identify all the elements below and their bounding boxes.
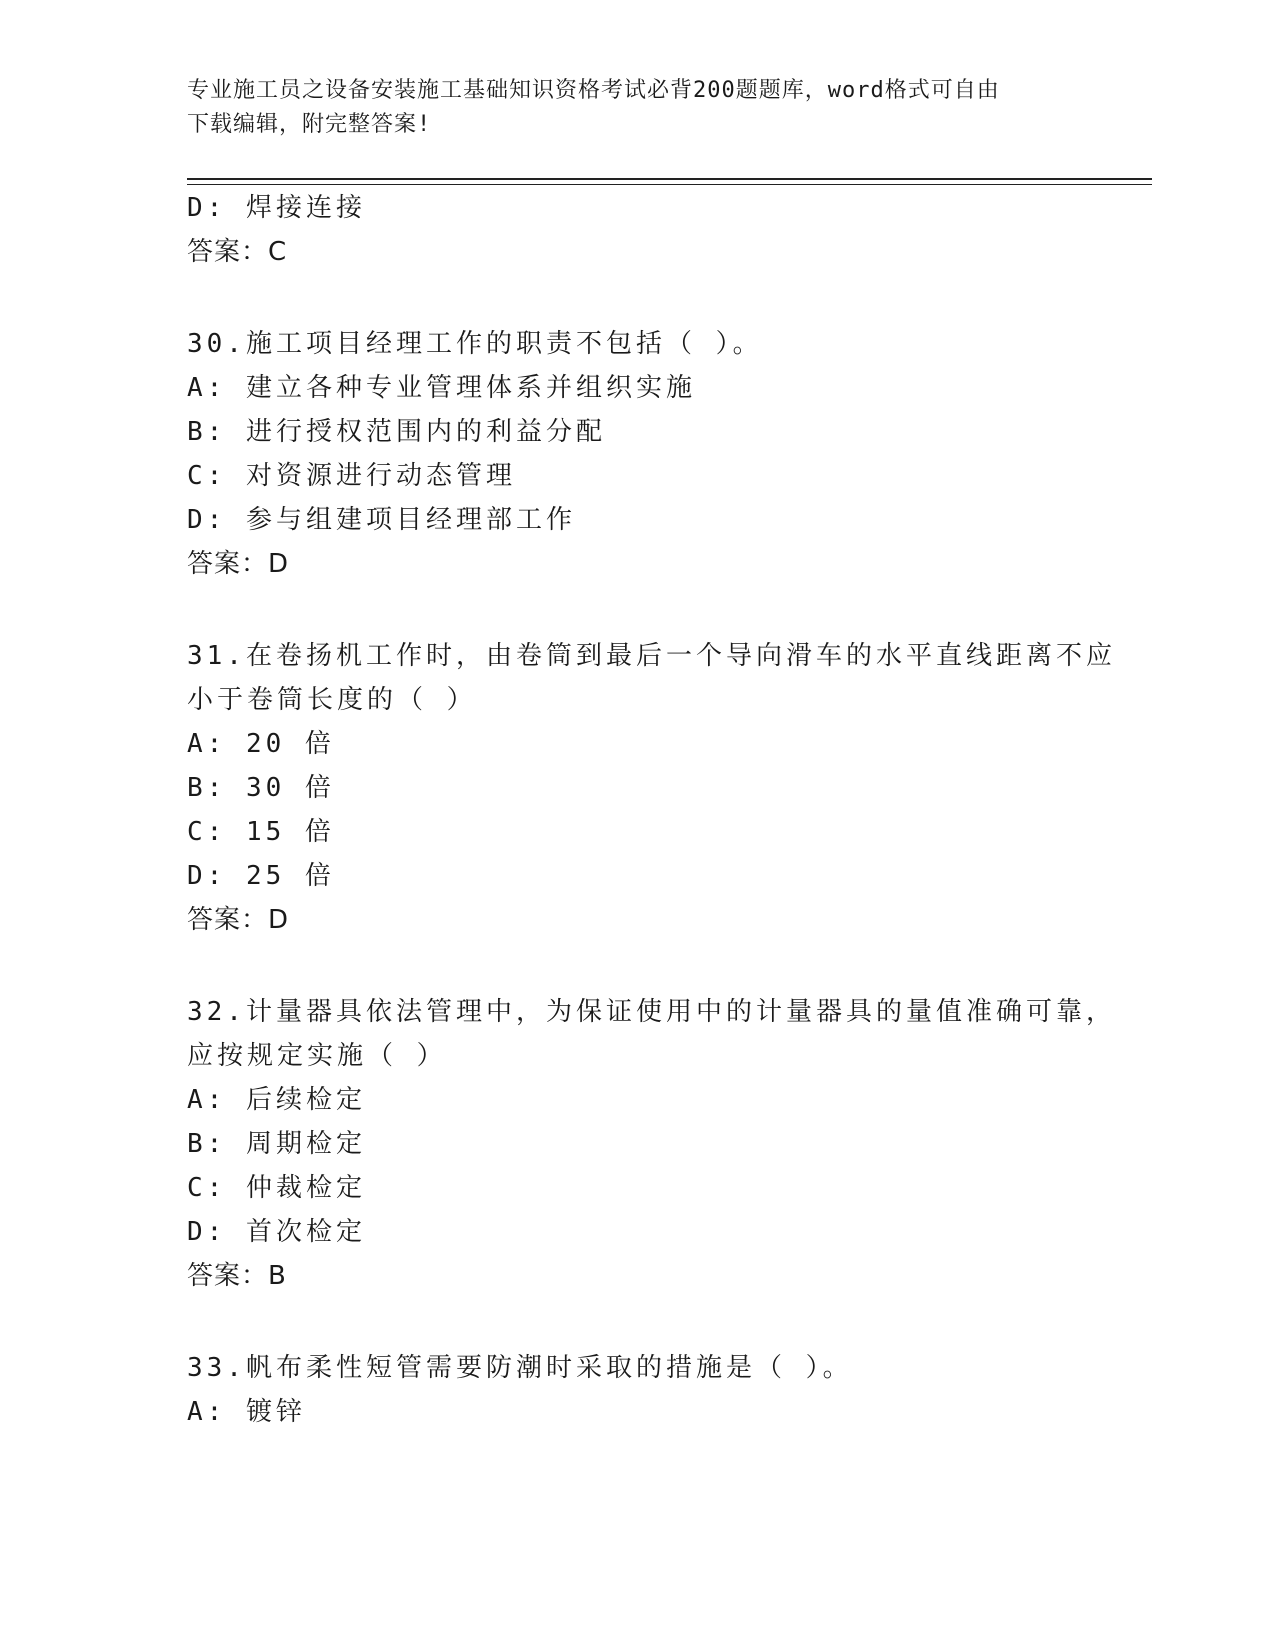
q30-stem: 30.施工项目经理工作的职责不包括（ ）。: [187, 329, 763, 359]
header-line-1: 专业施工员之设备安装施工基础知识资格考试必背200题题库，word格式可自由: [187, 78, 1000, 103]
q33-stem: 33.帆布柔性短管需要防潮时采取的措施是（ ）。: [187, 1353, 853, 1383]
q32-option-a: A: 后续检定: [187, 1085, 366, 1115]
q32-option-b: B: 周期检定: [187, 1129, 366, 1159]
q33-option-a: A: 镀锌: [187, 1397, 306, 1427]
q32-option-d: D: 首次检定: [187, 1217, 366, 1247]
q32-answer: 答案：B: [187, 1261, 287, 1291]
q31-stem-line-1: 31.在卷扬机工作时，由卷筒到最后一个导向滑车的水平直线距离不应: [187, 641, 1116, 671]
q31-option-a: A: 20 倍: [187, 729, 335, 759]
q31-option-b: B: 30 倍: [187, 773, 335, 803]
q31-stem-line-2: 小于卷筒长度的（ ）: [187, 685, 477, 715]
document-header: [187, 74, 1087, 142]
q32-stem-line-2: 应按规定实施（ ）: [187, 1041, 447, 1071]
q31-option-c: C: 15 倍: [187, 817, 335, 847]
q32-stem-line-1: 32.计量器具依法管理中，为保证使用中的计量器具的量值准确可靠，: [187, 997, 1116, 1027]
header-divider-thin: [187, 184, 1152, 185]
q30-answer: 答案：D: [187, 549, 290, 579]
q31-option-d: D: 25 倍: [187, 861, 335, 891]
header-line-2: 下载编辑，附完整答案!: [187, 112, 432, 137]
header-divider-thick: [187, 178, 1152, 180]
q30-option-b: B: 进行授权范围内的利益分配: [187, 417, 606, 447]
prev-answer: 答案：C: [187, 237, 288, 267]
q31-answer: 答案：D: [187, 905, 290, 935]
q30-option-a: A: 建立各种专业管理体系并组织实施: [187, 373, 696, 403]
prev-option-d: D: 焊接连接: [187, 193, 366, 223]
q30-option-c: C: 对资源进行动态管理: [187, 461, 516, 491]
q30-option-d: D: 参与组建项目经理部工作: [187, 505, 576, 535]
q32-option-c: C: 仲裁检定: [187, 1173, 366, 1203]
